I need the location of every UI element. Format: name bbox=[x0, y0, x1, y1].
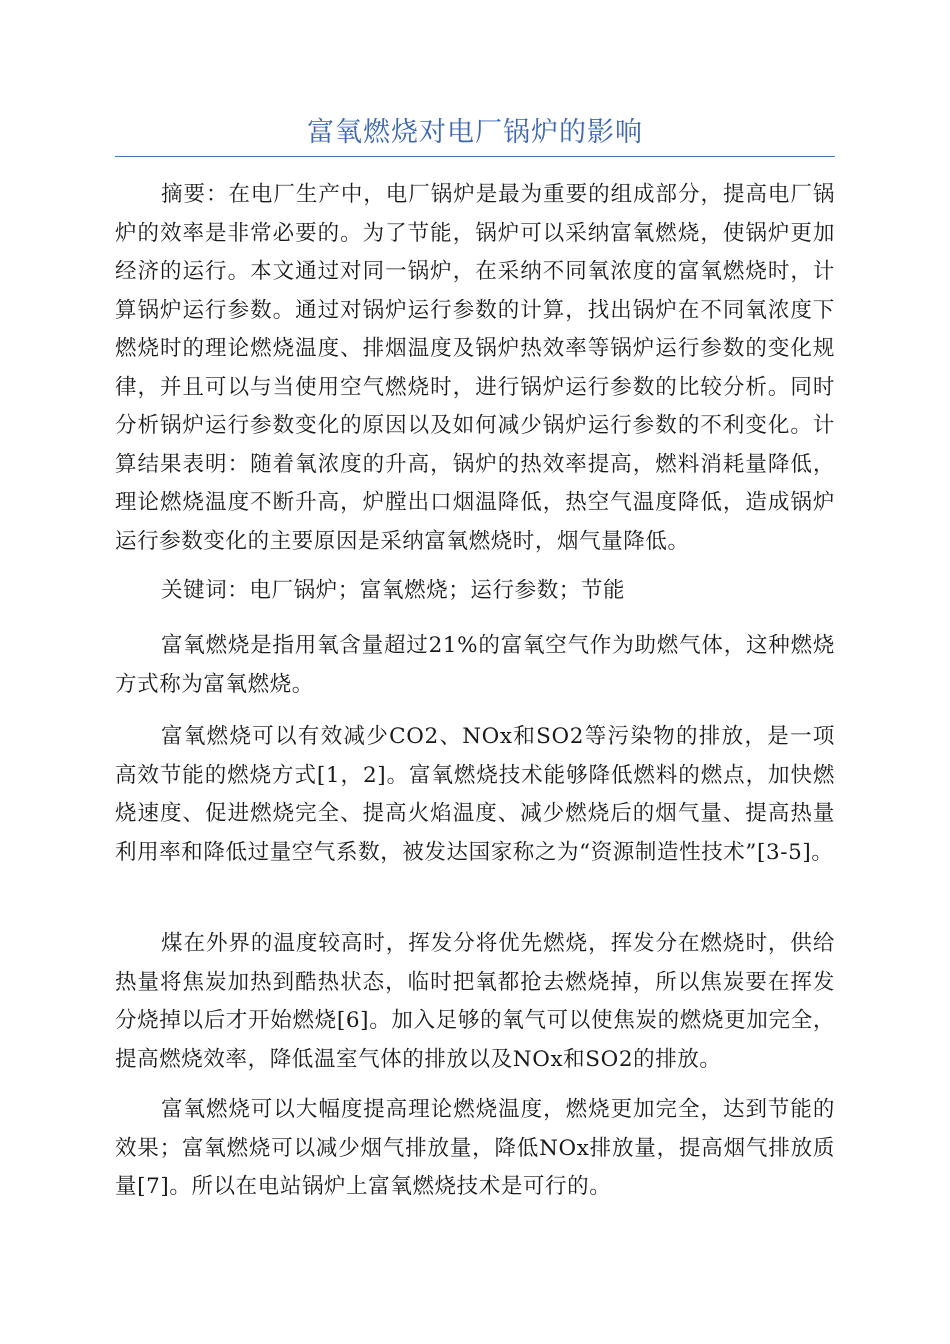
page-title: 富氧燃烧对电厂锅炉的影响 bbox=[307, 117, 643, 148]
coal-combustion-paragraph: 煤在外界的温度较高时，挥发分将优先燃烧，挥发分在燃烧时，供给热量将焦炭加热到酷热状态，临时把氧都抢去燃烧掉，所以焦炭要在挥发分烧掉以后才开始燃烧[6]。加入足够的氧气可以使焦炭的燃烧更加完全，提高燃烧效率，降低温室气体的排放以及NOx和SO2的排放。 bbox=[115, 931, 835, 1072]
benefits-paragraph: 富氧燃烧可以有效减少CO2、NOx和SO2等污染物的排放，是一项高效节能的燃烧方式[1，2]。富氧燃烧技术能够降低燃料的燃点，加快燃烧速度、促进燃烧完全、提高火焰温度、减少燃烧后的烟气量、提高热量利用率和降低过量空气系数，被发达国家称之为“资源制造性技术”[3-5]。 bbox=[115, 724, 835, 865]
title-block bbox=[115, 112, 835, 157]
keywords-paragraph: 关键词：电厂锅炉；富氧燃烧；运行参数；节能 bbox=[161, 578, 626, 603]
conclusion-paragraph: 富氧燃烧可以大幅度提高理论燃烧温度，燃烧更加完全，达到节能的效果；富氧燃烧可以减少烟气排放量，降低NOx排放量，提高烟气排放质量[7]。所以在电站锅炉上富氧燃烧技术是可行的。 bbox=[115, 1097, 835, 1199]
definition-paragraph: 富氧燃烧是指用氧含量超过21%的富氧空气作为助燃气体，这种燃烧方式称为富氧燃烧。 bbox=[115, 633, 835, 697]
abstract-paragraph: 摘要：在电厂生产中，电厂锅炉是最为重要的组成部分，提高电厂锅炉的效率是非常必要的。为了节能，锅炉可以采纳富氧燃烧，使锅炉更加经济的运行。本文通过对同一锅炉，在采纳不同氧浓度的富氧燃烧时，计算锅炉运行参数。通过对锅炉运行参数的计算，找出锅炉在不同氧浓度下燃烧时的理论燃烧温度、排烟温度及锅炉热效率等锅炉运行参数的变化规律，并且可以与当使用空气燃烧时，进行锅炉运行参数的比较分析。同时分析锅炉运行参数变化的原因以及如何减少锅炉运行参数的不利变化。计算结果表明：随着氧浓度的升高，锅炉的热效率提高，燃料消耗量降低，理论燃烧温度不断升高，炉膛出口烟温降低，热空气温度降低，造成锅炉运行参数变化的主要原因是采纳富氧燃烧时，烟气量降低。 bbox=[115, 182, 835, 554]
